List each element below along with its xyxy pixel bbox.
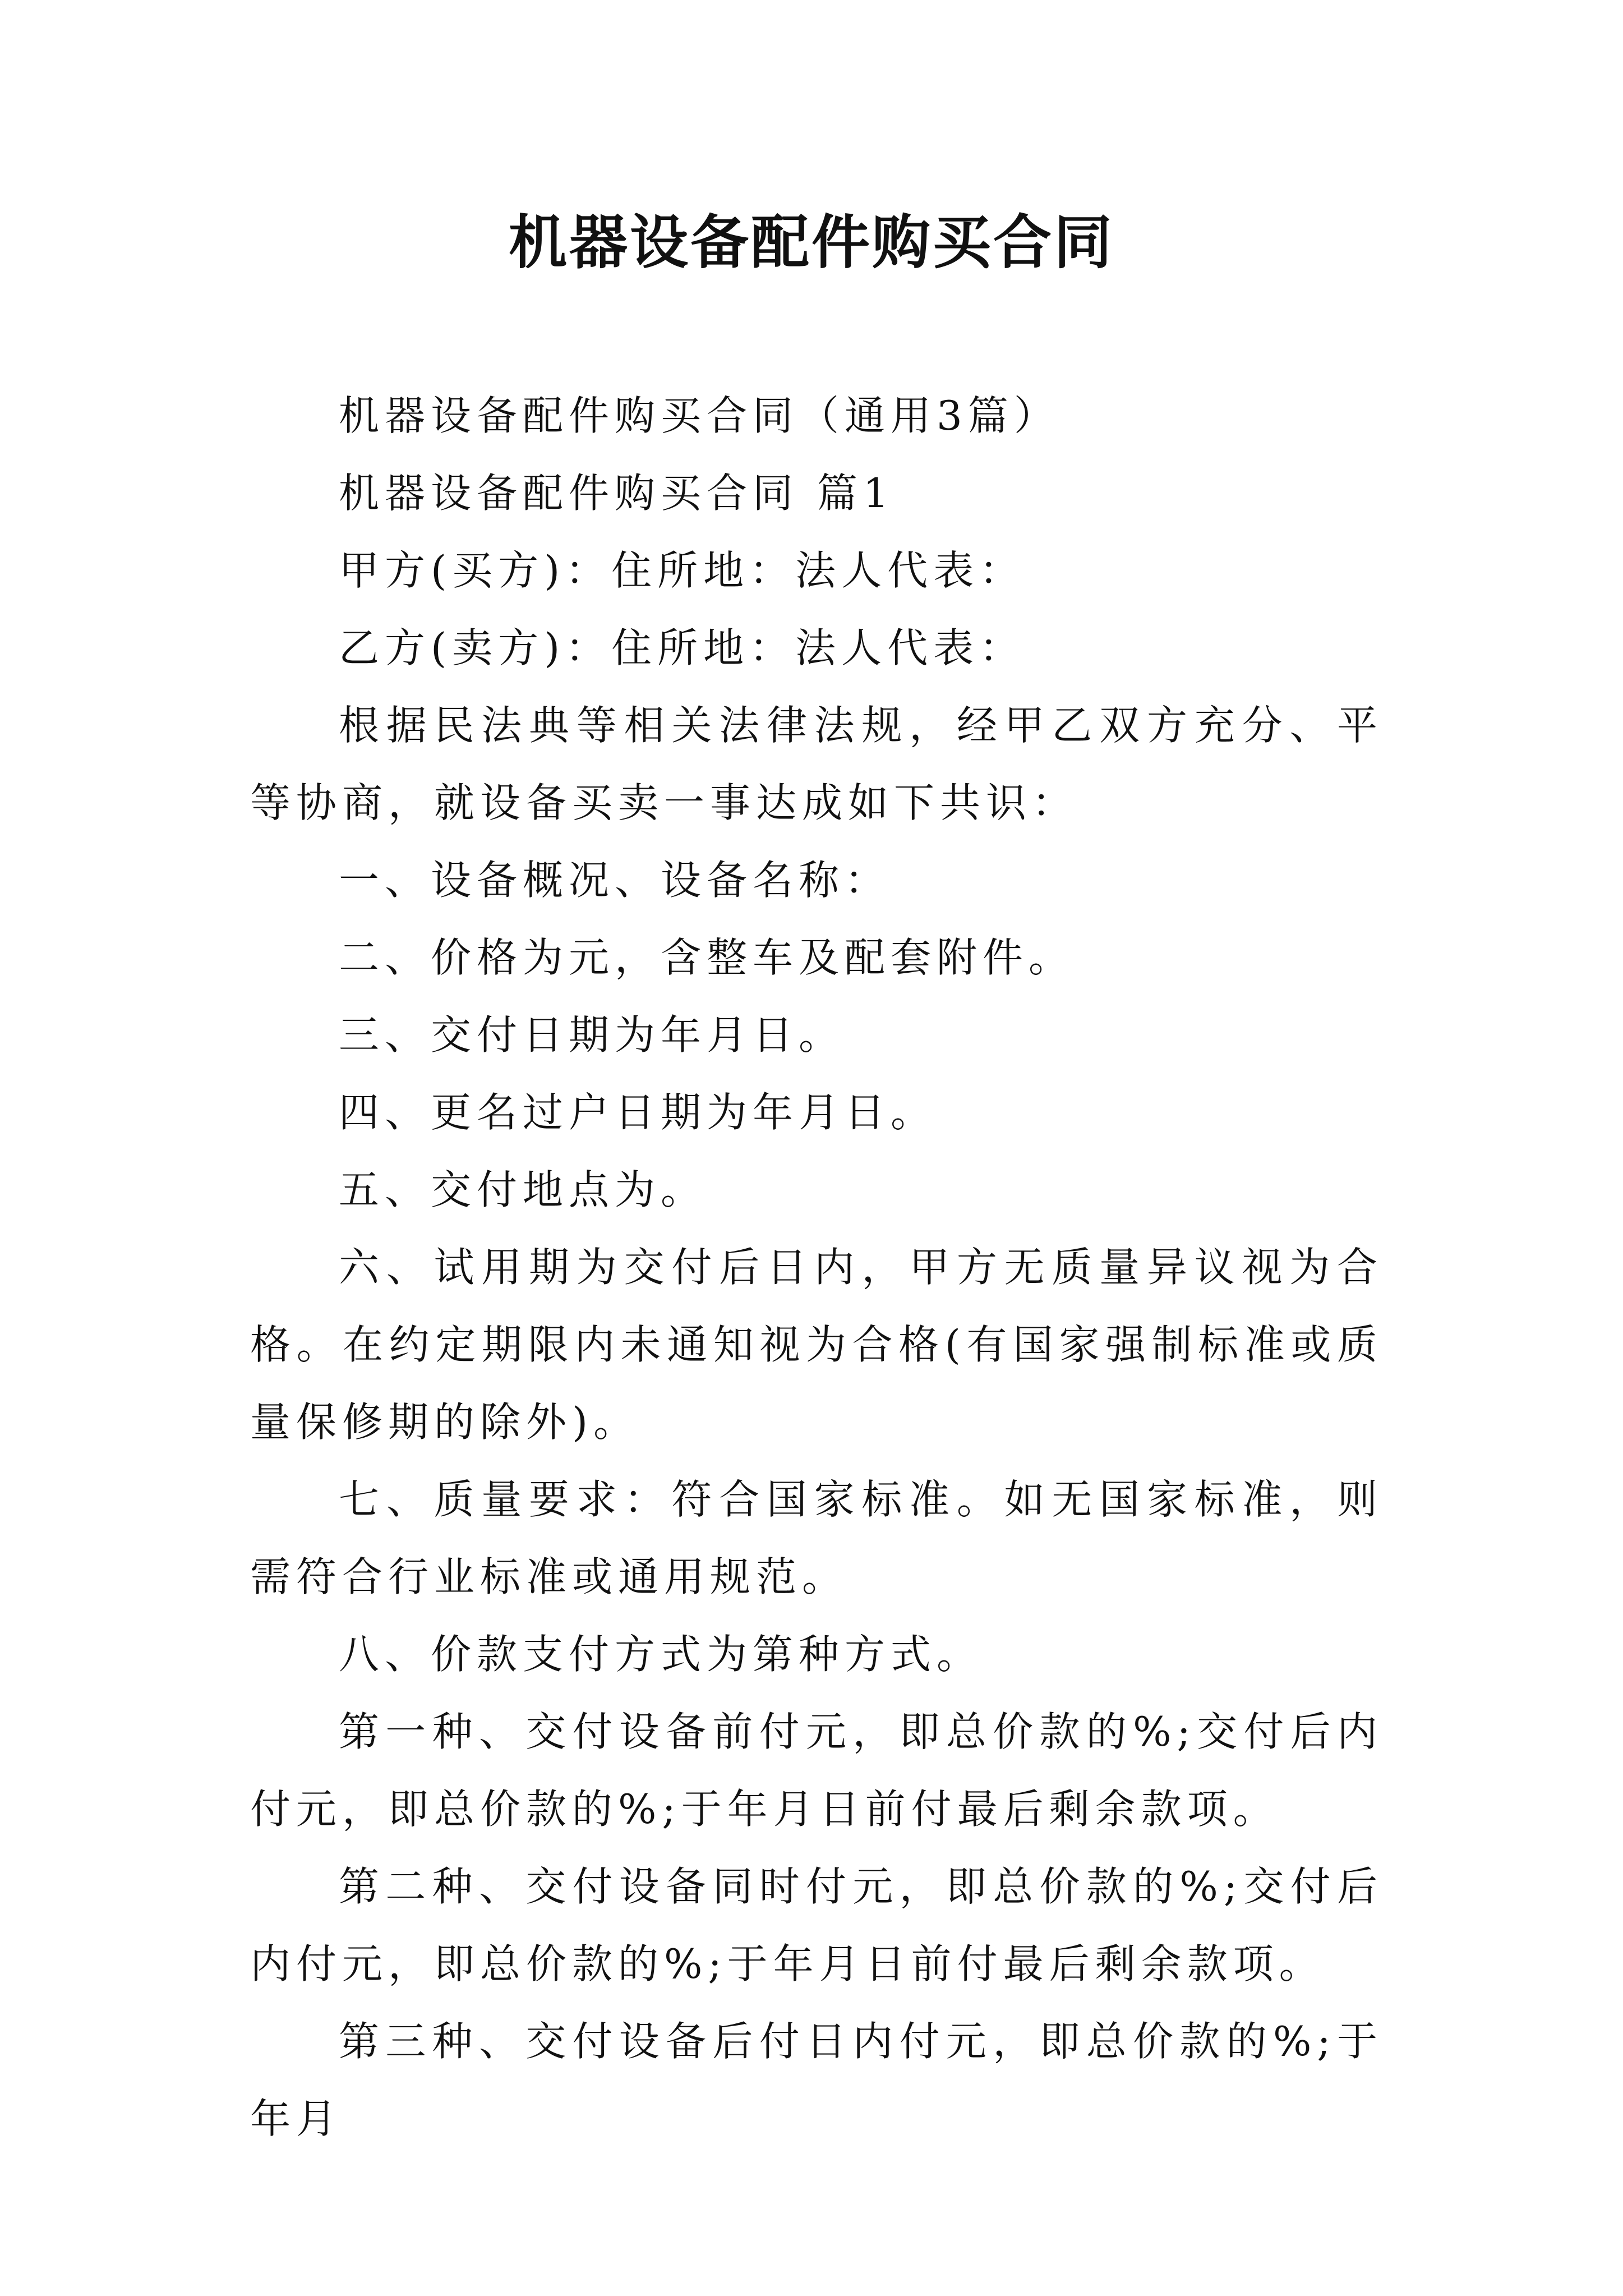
document-title: 机器设备配件购买合同	[508, 208, 1114, 277]
paragraph-part-heading: 机器设备配件购买合同 篇1	[339, 470, 895, 517]
clause-1: 一、设备概况、设备名称：	[339, 857, 891, 904]
payment-option-2: 第二种、交付设备同时付元，即总价款的%;交付后内付元，即总价款的%;于年月日前付最后剩余款项。	[250, 1863, 1383, 1987]
document-body	[250, 377, 1383, 2157]
paragraph-party-b: 乙方(卖方)：住所地：法人代表：	[339, 624, 1026, 671]
clause-3: 三、交付日期为年月日。	[339, 1011, 845, 1059]
paragraph-preamble: 根据民法典等相关法律法规，经甲乙双方充分、平等协商，就设备买卖一事达成如下共识：	[250, 702, 1383, 826]
payment-option-3: 第三种、交付设备后付日内付元，即总价款的%;于年月	[250, 2018, 1383, 2142]
paragraph-party-a: 甲方(买方)：住所地：法人代表：	[339, 547, 1026, 594]
clause-2: 二、价格为元，含整车及配套附件。	[339, 934, 1075, 981]
clause-5: 五、交付地点为。	[339, 1166, 707, 1213]
paragraph-collection-title: 机器设备配件购买合同（通用3篇）	[339, 392, 1060, 439]
clause-6: 六、试用期为交付后日内，甲方无质量异议视为合格。在约定期限内未通知视为合格(有国家强制标准或质量保修期的除外)。	[250, 1244, 1383, 1446]
clause-8: 八、价款支付方式为第种方式。	[339, 1631, 983, 1678]
payment-option-1: 第一种、交付设备前付元，即总价款的%;交付后内付元，即总价款的%;于年月日前付最后剩余款项。	[250, 1708, 1383, 1833]
clause-4: 四、更名过户日期为年月日。	[339, 1089, 937, 1136]
clause-7: 七、质量要求：符合国家标准。如无国家标准，则需符合行业标准或通用规范。	[250, 1476, 1383, 1600]
